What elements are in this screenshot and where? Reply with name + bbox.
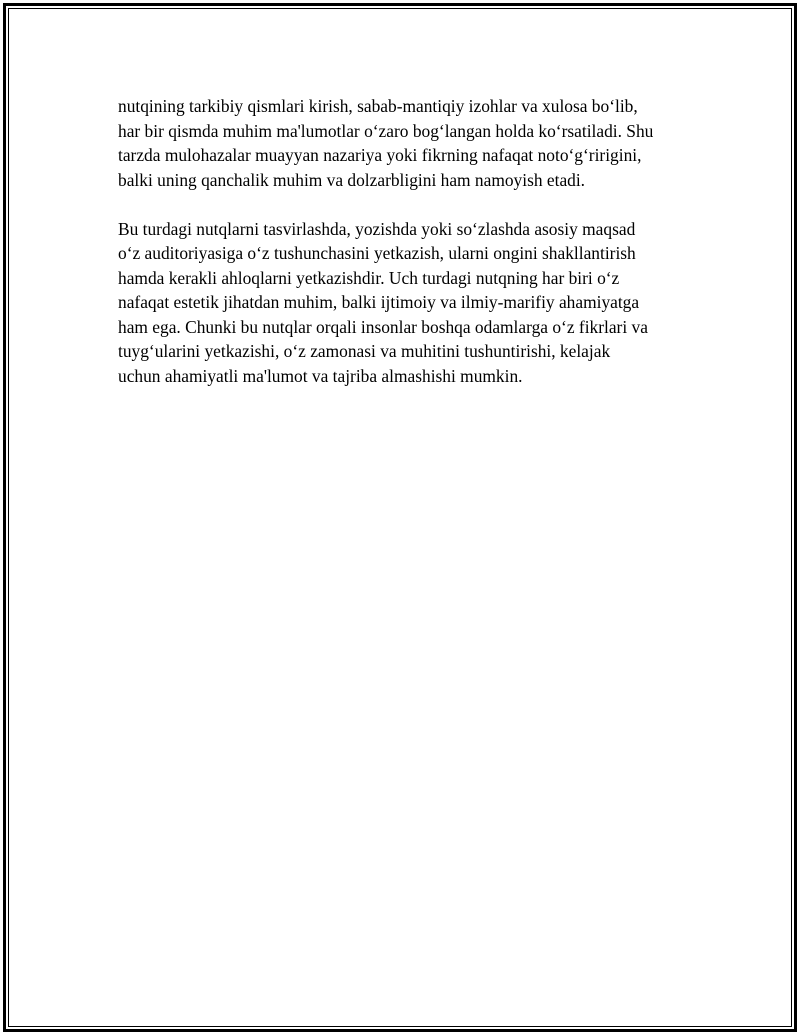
text-line: hamda kerakli ahloqlarni yetkazishdir. Uch turdagi nutqning har biri o‘z: [118, 267, 620, 288]
text-line: o‘z auditoriyasiga o‘z tushunchasini yetkazish, ularni ongini shakllantirish: [118, 243, 636, 263]
text-line: nafaqat estetik jihatdan muhim, balki ijtimoiy va ilmiy-marifiy ahamiyatga: [118, 292, 640, 312]
paragraph-1: [118, 94, 698, 192]
text-line: har bir qismda muhim ma'lumotlar o‘zaro bog‘langan holda ko‘rsatiladi. Shu: [118, 120, 654, 141]
text-line: balki uning qanchalik muhim va dolzarbligini ham namoyish etadi.: [118, 169, 586, 190]
text-line: tuyg‘ularini yetkazishi, o‘z zamonasi va muhitini tushuntirishi, kelajak: [118, 341, 611, 361]
paragraph-2: [118, 217, 698, 389]
text-line: nutqining tarkibiy qismlari kirish, sabab-mantiqiy izohlar va xulosa bo‘lib,: [118, 96, 638, 116]
document-body: [118, 94, 698, 388]
text-line: Bu turdagi nutqlarni tasvirlashda, yozishda yoki so‘zlashda asosiy maqsad: [118, 218, 636, 239]
text-line: ham ega. Chunki bu nutqlar orqali insonlar boshqa odamlarga o‘z fikrlari va: [118, 316, 648, 337]
text-line: tarzda mulohazalar muayyan nazariya yoki fikrning nafaqat noto‘g‘ririgini,: [118, 145, 642, 165]
text-line: uchun ahamiyatli ma'lumot va tajriba almashishi mumkin.: [118, 365, 523, 386]
